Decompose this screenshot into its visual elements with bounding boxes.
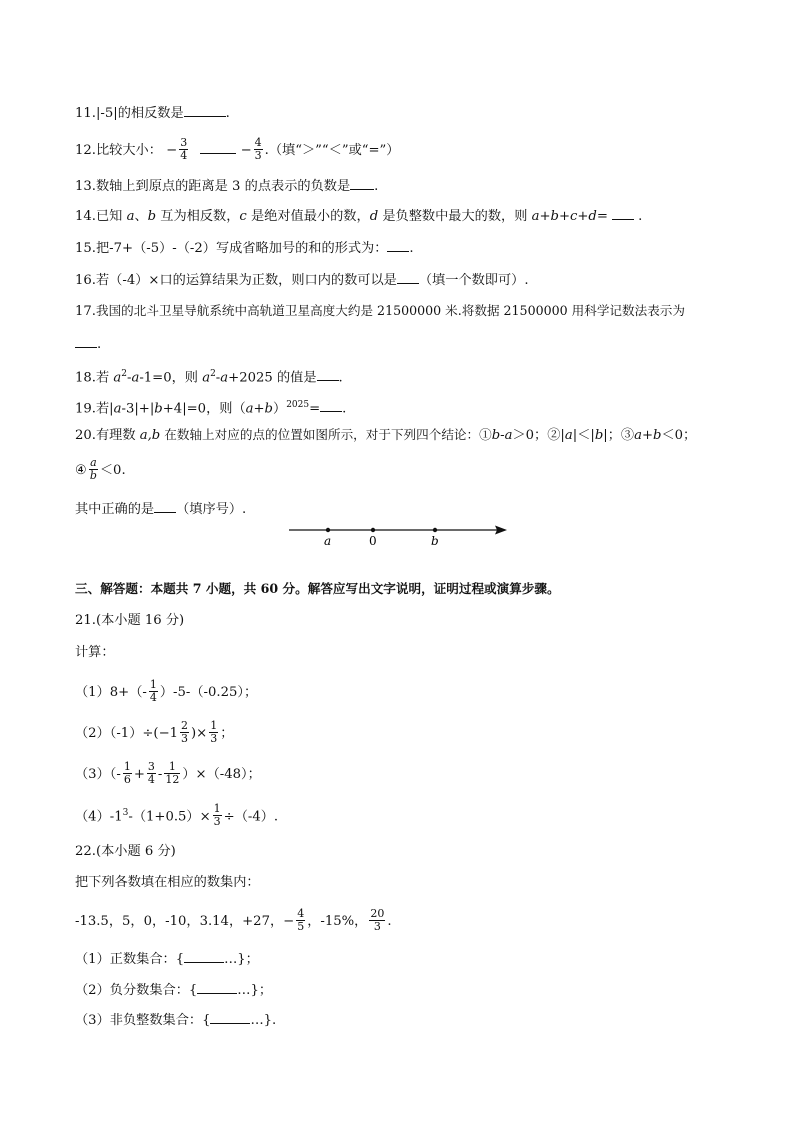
answer-blank[interactable] [350, 176, 374, 190]
question-21-intro: 计算： [75, 645, 115, 660]
answer-blank[interactable] [317, 367, 339, 381]
question-17 [75, 302, 685, 321]
minus-sign: − [166, 143, 178, 158]
fraction: $\frac{3}{4}$ [180, 136, 188, 162]
answer-blank[interactable] [387, 238, 409, 252]
answer-blank[interactable] [154, 499, 176, 513]
question-11 [75, 103, 230, 123]
answer-blank[interactable] [184, 949, 224, 963]
question-21-title: 21.(本小题 16 分) [75, 613, 185, 628]
question-14: 14.已知 a、b 互为相反数，c 是绝对值最小的数，d 是负整数中最大的数，则 a+b+c+d= . [75, 206, 642, 226]
question-17-cont: . [75, 334, 101, 354]
question-number: 19. [75, 401, 96, 417]
label-zero: 0 [369, 534, 377, 548]
question-21-part-2: （2）（-1）÷(−1 $\frac{2}{3}$ )× $\frac{1}{3}$ ； [75, 719, 234, 745]
question-18: 18.若 $a^2-a-1=0$，则 $a^2-a+2025$ 的值是 . [75, 369, 343, 386]
point-b [433, 528, 437, 532]
answer-blank[interactable] [210, 1010, 250, 1024]
question-number: 15. [75, 241, 96, 256]
question-number: 11. [75, 106, 96, 121]
question-22-set-3: （3）非负整数集合：{ …}. [75, 1010, 276, 1030]
question-15: 15.把-7+（-5）-（-2）写成省略加号的和的形式为： . [75, 238, 414, 258]
question-number: 18. [75, 370, 96, 386]
question-text: 我国的北斗卫星导航系统中高轨道卫星高度大约是 21500000 米.将数据 21500000 用科学记数法表示为 [95, 303, 685, 318]
answer-blank[interactable] [612, 206, 634, 220]
point-zero [371, 528, 375, 532]
fraction: $\frac{1}{6}$ [123, 760, 131, 786]
question-text: . [225, 106, 230, 121]
question-22-set-2: （2）负分数集合：{ …}； [75, 980, 272, 1000]
question-22-title: 22.(本小题 6 分) [75, 844, 176, 859]
point-a [326, 528, 330, 532]
minus-sign: − [240, 143, 252, 158]
question-number: 20. [75, 428, 96, 443]
fraction: $\frac{20}{3}$ [370, 907, 385, 933]
question-number: 14. [75, 209, 96, 224]
question-text: 比较大小： [95, 143, 162, 158]
question-21-part-3: （3）（- $\frac{1}{6}$ + $\frac{3}{4}$ - $\frac{1}{12}$ ）×（-48）； [75, 760, 261, 786]
question-20: 20.有理数 a,b 在数轴上对应的点的位置如图所示，对于下列四个结论：①b-a＞0；②|a|＜|b|；③a+b＜0； [75, 427, 697, 443]
fraction: $\frac{4}{3}$ [254, 136, 262, 162]
question-12 [75, 138, 399, 163]
fraction: $\frac{1}{3}$ [213, 802, 221, 829]
question-text: |-5|的相反数是 [95, 106, 184, 121]
label-a: a [324, 534, 332, 548]
question-22-numbers: -13.5，5，0，-10，3.14，+27，− $\frac{4}{5}$ ，-15%， $\frac{20}{3}$ . [75, 907, 392, 933]
answer-blank[interactable] [184, 103, 226, 117]
question-text: .（填“＞”“＜”或“=”） [264, 143, 400, 158]
question-text: . [374, 179, 379, 194]
question-16: 16.若（-4）×口的运算结果为正数，则口内的数可以是 （填一个数即可）. [75, 270, 529, 290]
question-number: 13. [75, 179, 96, 194]
question-text: 数轴上到原点的距离是 3 的点表示的负数是 [95, 179, 351, 194]
answer-blank[interactable] [320, 398, 342, 412]
question-13 [75, 176, 378, 196]
question-20-cont: ④ $\frac{a}{b}$ ＜0. [75, 456, 126, 482]
question-22-intro: 把下列各数填在相应的数集内： [75, 875, 260, 890]
question-number: 12. [75, 143, 96, 158]
answer-blank[interactable] [75, 334, 97, 348]
label-b: b [431, 534, 439, 548]
question-21-part-4: $(4)-1^3-(1+0.5)\times$ $\frac{1}{3}$ ÷（-4）. [75, 802, 279, 829]
section-heading: 三、解答题：本题共 7 小题，共 60 分。解答应写出文字说明，证明过程或演算步骤。 [75, 581, 560, 596]
question-text: 若（-4）×口的运算结果为正数，则口内的数可以是 [95, 273, 397, 288]
question-22-set-1: （1）正数集合：{ …}； [75, 949, 259, 969]
answer-blank[interactable] [200, 140, 236, 154]
number-line [285, 518, 515, 548]
fraction: $\frac{a}{b}$ [89, 456, 97, 482]
answer-blank[interactable] [397, 270, 419, 284]
fraction: $\frac{2}{3}$ [181, 719, 189, 745]
fraction: $\frac{1}{12}$ [165, 760, 180, 786]
fraction: $\frac{1}{4}$ [149, 678, 157, 704]
question-number: 17. [75, 304, 96, 319]
question-number: 16. [75, 273, 96, 288]
question-text: 把-7+（-5）-（-2）写成省略加号的和的形式为： [95, 241, 388, 256]
answer-blank[interactable] [197, 980, 237, 994]
question-19: 19.若|a-3|+|b+4|=0，则$(a+b)^{2025}=$ . [75, 400, 347, 417]
fraction: $\frac{3}{4}$ [147, 760, 155, 786]
fraction: $\frac{1}{3}$ [210, 719, 218, 745]
question-21-part-1: （1）8+（- $\frac{1}{4}$ ）-5-（-0.25）； [75, 678, 258, 704]
question-20-answer: 其中正确的是 （填序号）. [75, 499, 246, 519]
fraction: $\frac{4}{5}$ [297, 907, 305, 933]
